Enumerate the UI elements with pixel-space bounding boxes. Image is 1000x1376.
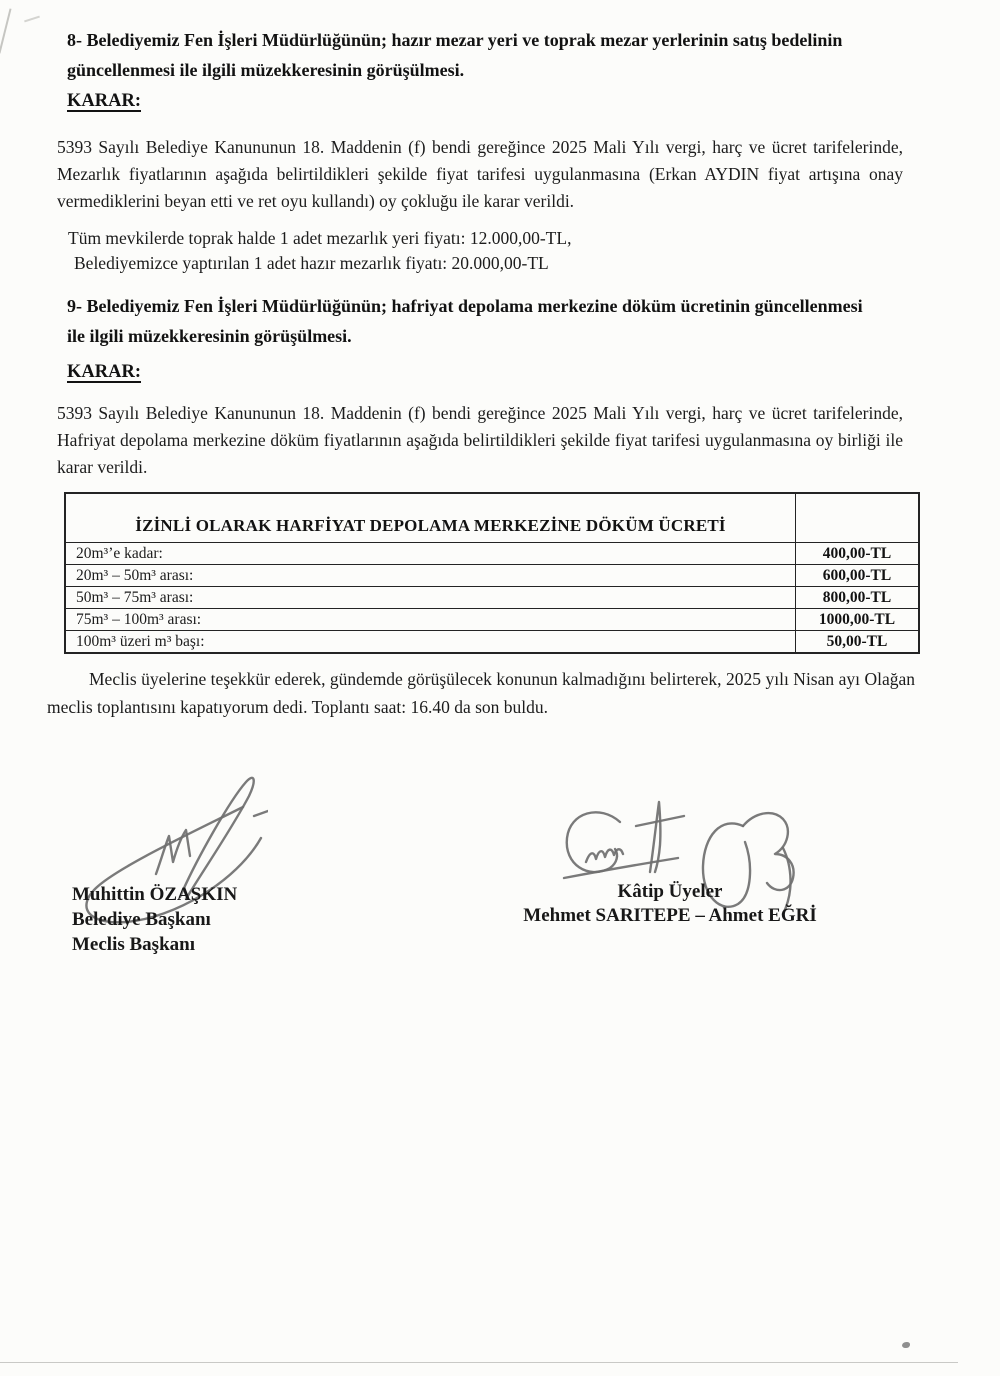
agenda-item-8-heading: 8- Belediyemiz Fen İşleri Müdürlüğünün; hazır mezar yeri ve toprak mezar yerlerinin satış bedelinin güncellenmesi ile ilgili müzekkeresinin görüşülmesi. [67,30,843,80]
table-row [66,542,918,564]
fee-row-label: 100m³ üzeri m³ başı: [66,631,796,652]
decision-9-paragraph: 5393 Sayılı Belediye Kanununun 18. Maddenin (f) bendi gereğince 2025 Mali Yılı vergi, harç ve ücret tarifelerinde, Hafriyat depolama merkezine döküm fiyatlarının aşağıda belirtildikleri şekilde fiyat tarifesi uygulanmasına oy birliği ile karar verildi. [57,403,903,477]
mayor-title-2: Meclis Başkanı [72,934,195,955]
karar-label-8: KARAR: [67,91,141,111]
scan-artifact-corner-smudge [24,16,40,23]
fee-row-value: 50,00-TL [826,632,888,650]
grave-price-ready-line: Belediyemizce yaptırılan 1 adet hazır mezarlık fiyatı: 20.000,00-TL [74,253,549,273]
table-row [66,608,918,630]
table-row [66,630,918,652]
fee-row-value: 600,00-TL [822,566,892,584]
fee-row-value: 1000,00-TL [818,610,896,628]
clerks-role: Kâtip Üyeler [617,881,723,902]
mayor-name: Muhittin ÖZAŞKIN [72,884,238,905]
closing-paragraph: Meclis üyelerine teşekkür ederek, gündemde görüşülecek konunun kalmadığını belirterek, 2025 yılı Nisan ayı Olağan meclis toplantısını kapatıyorum dedi. Toplantı saat: 16.40 da son buldu. [47,669,915,717]
table-row [66,586,918,608]
fee-table-title-empty-cell [796,494,918,542]
mayor-title-1: Belediye Başkanı [72,909,211,930]
scan-artifact-corner-stroke [0,8,12,53]
clerks-signature-block [504,880,836,928]
table-row [66,564,918,586]
fee-row-value: 800,00-TL [822,588,892,606]
scan-artifact-bottom-line [0,1362,958,1363]
grave-price-soil-line: Tüm mevkilerde toprak halde 1 adet mezarlık yeri fiyatı: 12.000,00-TL, [68,228,572,248]
mayor-signature-block [72,882,237,957]
agenda-item-9-heading: 9- Belediyemiz Fen İşleri Müdürlüğünün; hafriyat depolama merkezine döküm ücretinin güncellenmesi ile ilgili müzekkeresinin görüşülmesi. [67,296,863,346]
karar-label-9: KARAR: [67,362,141,382]
decision-8-paragraph: 5393 Sayılı Belediye Kanununun 18. Maddenin (f) bendi gereğince 2025 Mali Yılı vergi, harç ve ücret tarifelerinde, Mezarlık fiyatlarının aşağıda belirtildikleri şekilde fiyat tarifesi uygulanmasına (Erkan AYDIN fiyat artışına onay vermediklerini beyan etti ve ret oyu kullandı) oy çokluğu ile karar verildi. [57,137,903,211]
fee-row-value: 400,00-TL [822,544,892,562]
scan-artifact-bottom-dot [902,1342,910,1348]
dumping-fee-table [64,492,920,654]
clerks-names: Mehmet SARITEPE – Ahmet EĞRİ [523,905,817,926]
fee-row-label: 50m³ – 75m³ arası: [66,587,796,608]
fee-row-label: 20m³ – 50m³ arası: [66,565,796,586]
fee-table-header-row [66,494,918,542]
fee-row-label: 20m³’e kadar: [66,543,796,564]
fee-table-title: İZİNLİ OLARAK HARFİYAT DEPOLAMA MERKEZİNE DÖKÜM ÜCRETİ [66,494,796,542]
fee-row-label: 75m³ – 100m³ arası: [66,609,796,630]
